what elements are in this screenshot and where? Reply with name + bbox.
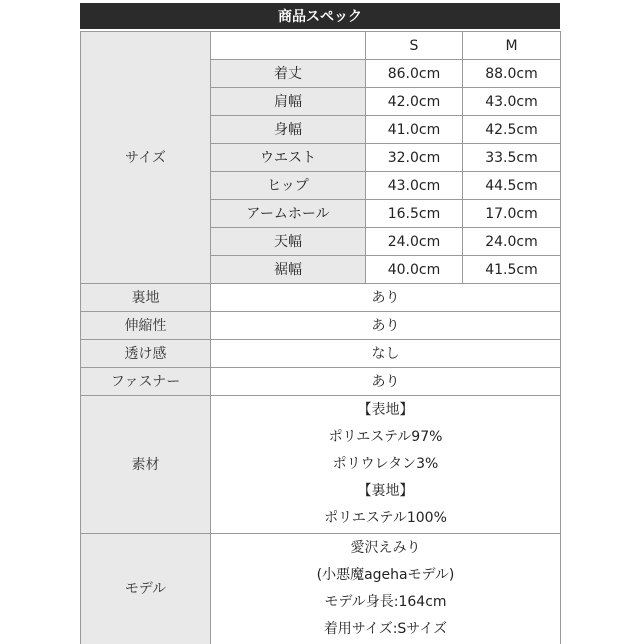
attribute-row bbox=[81, 368, 561, 396]
material-row bbox=[81, 396, 561, 534]
size-row-name: アームホール bbox=[211, 200, 366, 228]
model-value bbox=[211, 534, 561, 644]
size-row-m: 43.0cm bbox=[463, 88, 561, 116]
stretch-label: 伸縮性 bbox=[81, 312, 211, 340]
size-col-s: S bbox=[366, 32, 463, 60]
size-row-name: 肩幅 bbox=[211, 88, 366, 116]
size-row-s: 41.0cm bbox=[366, 116, 463, 144]
size-row-s: 43.0cm bbox=[366, 172, 463, 200]
model-line: モデル身長:164cm bbox=[211, 589, 560, 616]
size-row-s: 42.0cm bbox=[366, 88, 463, 116]
attribute-row bbox=[81, 312, 561, 340]
size-header-row bbox=[81, 32, 561, 60]
material-line: 【表地】 bbox=[211, 397, 560, 424]
size-corner-cell bbox=[211, 32, 366, 60]
size-row-name: ヒップ bbox=[211, 172, 366, 200]
model-row bbox=[81, 534, 561, 644]
size-row-name: 天幅 bbox=[211, 228, 366, 256]
spec-table bbox=[80, 31, 561, 644]
stretch-value: あり bbox=[211, 312, 561, 340]
model-line: 愛沢えみり bbox=[211, 535, 560, 562]
size-row-m: 33.5cm bbox=[463, 144, 561, 172]
lining-value: あり bbox=[211, 284, 561, 312]
size-row-m: 41.5cm bbox=[463, 256, 561, 284]
attribute-row bbox=[81, 340, 561, 368]
fastener-label: ファスナー bbox=[81, 368, 211, 396]
size-row-s: 40.0cm bbox=[366, 256, 463, 284]
material-line: ポリエステル97% bbox=[211, 424, 560, 451]
size-row-name: 裾幅 bbox=[211, 256, 366, 284]
size-row-m: 42.5cm bbox=[463, 116, 561, 144]
sheerness-label: 透け感 bbox=[81, 340, 211, 368]
size-row-s: 86.0cm bbox=[366, 60, 463, 88]
size-row-s: 24.0cm bbox=[366, 228, 463, 256]
material-label: 素材 bbox=[81, 396, 211, 534]
sheerness-value: なし bbox=[211, 340, 561, 368]
material-line: ポリウレタン3% bbox=[211, 451, 560, 478]
fastener-value: あり bbox=[211, 368, 561, 396]
material-value bbox=[211, 396, 561, 534]
size-row-s: 32.0cm bbox=[366, 144, 463, 172]
material-line: 【裏地】 bbox=[211, 478, 560, 505]
size-row-m: 24.0cm bbox=[463, 228, 561, 256]
size-label: サイズ bbox=[81, 32, 211, 284]
size-col-m: M bbox=[463, 32, 561, 60]
size-row-name: 身幅 bbox=[211, 116, 366, 144]
model-label: モデル bbox=[81, 534, 211, 644]
material-line: ポリエステル100% bbox=[211, 505, 560, 532]
size-row-m: 88.0cm bbox=[463, 60, 561, 88]
size-row-m: 44.5cm bbox=[463, 172, 561, 200]
size-row-name: 着丈 bbox=[211, 60, 366, 88]
spec-header: 商品スペック bbox=[80, 3, 560, 29]
size-row-m: 17.0cm bbox=[463, 200, 561, 228]
model-line: 着用サイズ:Sサイズ bbox=[211, 616, 560, 643]
size-row-name: ウエスト bbox=[211, 144, 366, 172]
size-row-s: 16.5cm bbox=[366, 200, 463, 228]
lining-label: 裏地 bbox=[81, 284, 211, 312]
attribute-row bbox=[81, 284, 561, 312]
model-line: (小悪魔agehaモデル) bbox=[211, 562, 560, 589]
